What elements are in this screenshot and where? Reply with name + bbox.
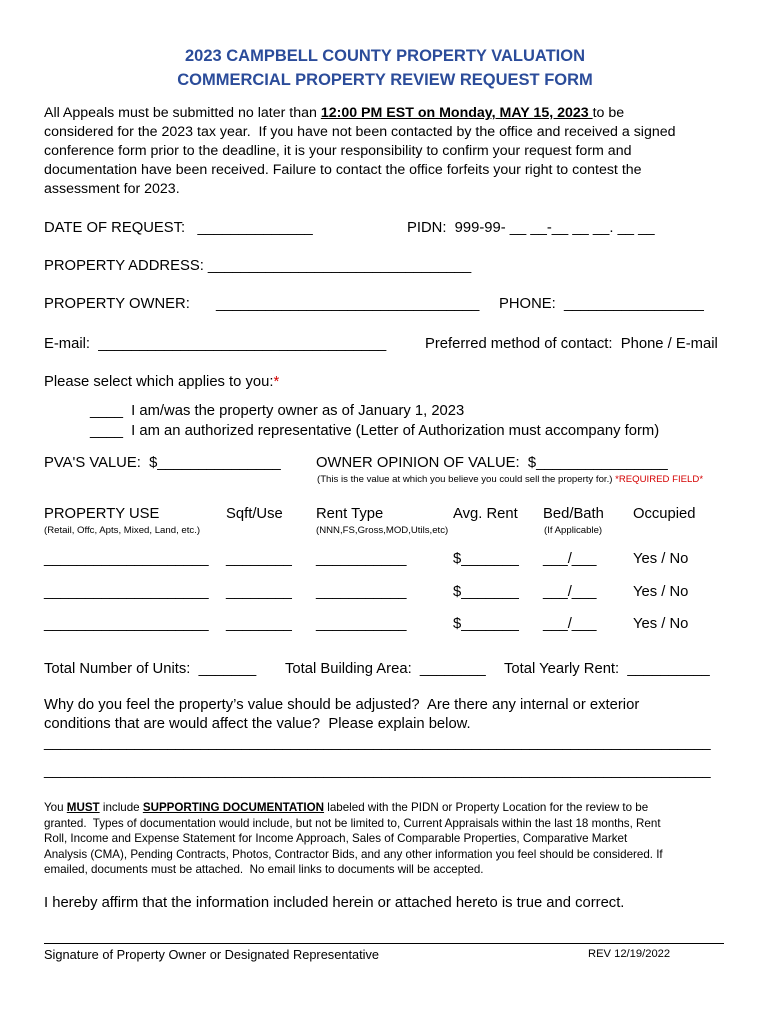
form-title-line1: 2023 CAMPBELL COUNTY PROPERTY VALUATION [184, 47, 586, 65]
total-yearly-rent-field[interactable]: Total Yearly Rent: __________ [504, 661, 710, 677]
total-building-area-field[interactable]: Total Building Area: ________ [285, 661, 486, 677]
adjust-question-line1: Why do you feel the property’s value should be adjusted? Are there any internal or exterior [44, 697, 640, 713]
header-avg-rent: Avg. Rent [453, 506, 518, 522]
date-of-request-field[interactable]: DATE OF REQUEST: ______________ [44, 220, 313, 236]
intro-line1: All Appeals must be submitted no later than 12:00 PM EST on Monday, MAY 15, 2023 to be [44, 105, 625, 121]
applies-question: Please select which applies to you:* [44, 374, 280, 390]
row-avg-rent[interactable]: $_______ [453, 551, 519, 567]
row-property-use[interactable]: ____________________ [44, 551, 209, 567]
owner-opinion-note: (This is the value at which you believe you could sell the property for.) *REQUIRED FIELD* [317, 474, 704, 485]
applies-option-representative[interactable]: ____ I am an authorized representative (Letter of Authorization must accompany form) [90, 423, 660, 439]
explanation-line[interactable]: _________________________________________________________________________________ [44, 735, 711, 751]
row-rent-type[interactable]: ___________ [316, 551, 407, 567]
adjust-question-line2: conditions that are would affect the value? Please explain below. [44, 716, 471, 732]
applies-option-owner[interactable]: ____ I am/was the property owner as of January 1, 2023 [90, 403, 465, 419]
row-bed-bath[interactable]: ___/___ [543, 584, 597, 600]
pva-value-field[interactable]: PVA'S VALUE: $_______________ [44, 455, 281, 471]
row-property-use[interactable]: ____________________ [44, 584, 209, 600]
signature-line[interactable] [44, 943, 724, 944]
header-occupied: Occupied [633, 506, 696, 522]
deadline-text: 12:00 PM EST on Monday, MAY 15, 2023 [320, 105, 593, 121]
required-mark: * [273, 374, 280, 390]
documentation-line5: emailed, documents must be attached. No email links to documents will be accepted. [44, 863, 484, 876]
row-occupied[interactable]: Yes / No [633, 551, 689, 567]
intro-line3: conference form prior to the deadline, it is your responsibility to confirm your request form and [44, 143, 632, 159]
header-property-use: PROPERTY USE [44, 506, 160, 522]
documentation-line2: granted. Types of documentation would include, but not be limited to, Current Appraisals within the last 18 months, Rent [44, 817, 661, 830]
row-sqft[interactable]: ________ [226, 616, 292, 632]
documentation-line3: Roll, Income and Expense Statement for Income Approach, Sales of Comparable Properties, Comparative Market [44, 832, 628, 845]
phone-field[interactable]: PHONE: _________________ [499, 296, 704, 312]
row-property-use[interactable]: ____________________ [44, 616, 209, 632]
header-bed-bath: Bed/Bath [543, 506, 604, 522]
row-occupied[interactable]: Yes / No [633, 584, 689, 600]
row-sqft[interactable]: ________ [226, 584, 292, 600]
subheader-property-use: (Retail, Offc, Apts, Mixed, Land, etc.) [44, 525, 201, 536]
form-title-line2: COMMERCIAL PROPERTY REVIEW REQUEST FORM [177, 71, 593, 89]
supporting-documentation-emphasis: SUPPORTING DOCUMENTATION [142, 801, 325, 814]
row-bed-bath[interactable]: ___/___ [543, 616, 597, 632]
revision-date: REV 12/19/2022 [588, 948, 671, 960]
property-address-field[interactable]: PROPERTY ADDRESS: ________________________________ [44, 258, 472, 274]
row-sqft[interactable]: ________ [226, 551, 292, 567]
header-sqft: Sqft/Use [226, 506, 283, 522]
required-field-note: *REQUIRED FIELD* [615, 474, 704, 485]
email-field[interactable]: E-mail: ___________________________________ [44, 336, 387, 352]
row-avg-rent[interactable]: $_______ [453, 584, 519, 600]
subheader-bed-bath: (If Applicable) [544, 525, 603, 536]
must-emphasis: MUST [66, 801, 100, 814]
total-units-field[interactable]: Total Number of Units: _______ [44, 661, 257, 677]
property-owner-field[interactable]: ________________________________ [216, 296, 480, 312]
owner-opinion-field[interactable]: OWNER OPINION OF VALUE: $________________ [316, 455, 668, 471]
subheader-rent-type: (NNN,FS,Gross,MOD,Utils,etc) [316, 525, 449, 536]
header-rent-type: Rent Type [316, 506, 384, 522]
row-avg-rent[interactable]: $_______ [453, 616, 519, 632]
row-rent-type[interactable]: ___________ [316, 584, 407, 600]
documentation-line4: Analysis (CMA), Pending Contracts, Photos, Contractor Bids, and any other information you feel should be considered. If [44, 848, 663, 861]
explanation-line[interactable]: _________________________________________________________________________________ [44, 763, 711, 779]
property-owner-label: PROPERTY OWNER: [44, 296, 190, 312]
preferred-contact-label: Preferred method of contact: Phone / E-mail [425, 336, 718, 352]
row-rent-type[interactable]: ___________ [316, 616, 407, 632]
row-bed-bath[interactable]: ___/___ [543, 551, 597, 567]
affirmation-statement: I hereby affirm that the information included herein or attached hereto is true and correct. [44, 895, 625, 911]
pidn-field[interactable]: PIDN: 999-99- __ __-__ __ __. __ __ [407, 220, 655, 236]
row-occupied[interactable]: Yes / No [633, 616, 689, 632]
intro-line5: assessment for 2023. [44, 181, 180, 197]
intro-line4: documentation have been received. Failure to contact the office forfeits your right to contest the [44, 162, 642, 178]
signature-label: Signature of Property Owner or Designated Representative [44, 947, 380, 962]
documentation-line1: You MUST include SUPPORTING DOCUMENTATION labeled with the PIDN or Property Location for the review to be [44, 801, 649, 814]
intro-line2: considered for the 2023 tax year. If you have not been contacted by the office and received a signed [44, 124, 676, 140]
